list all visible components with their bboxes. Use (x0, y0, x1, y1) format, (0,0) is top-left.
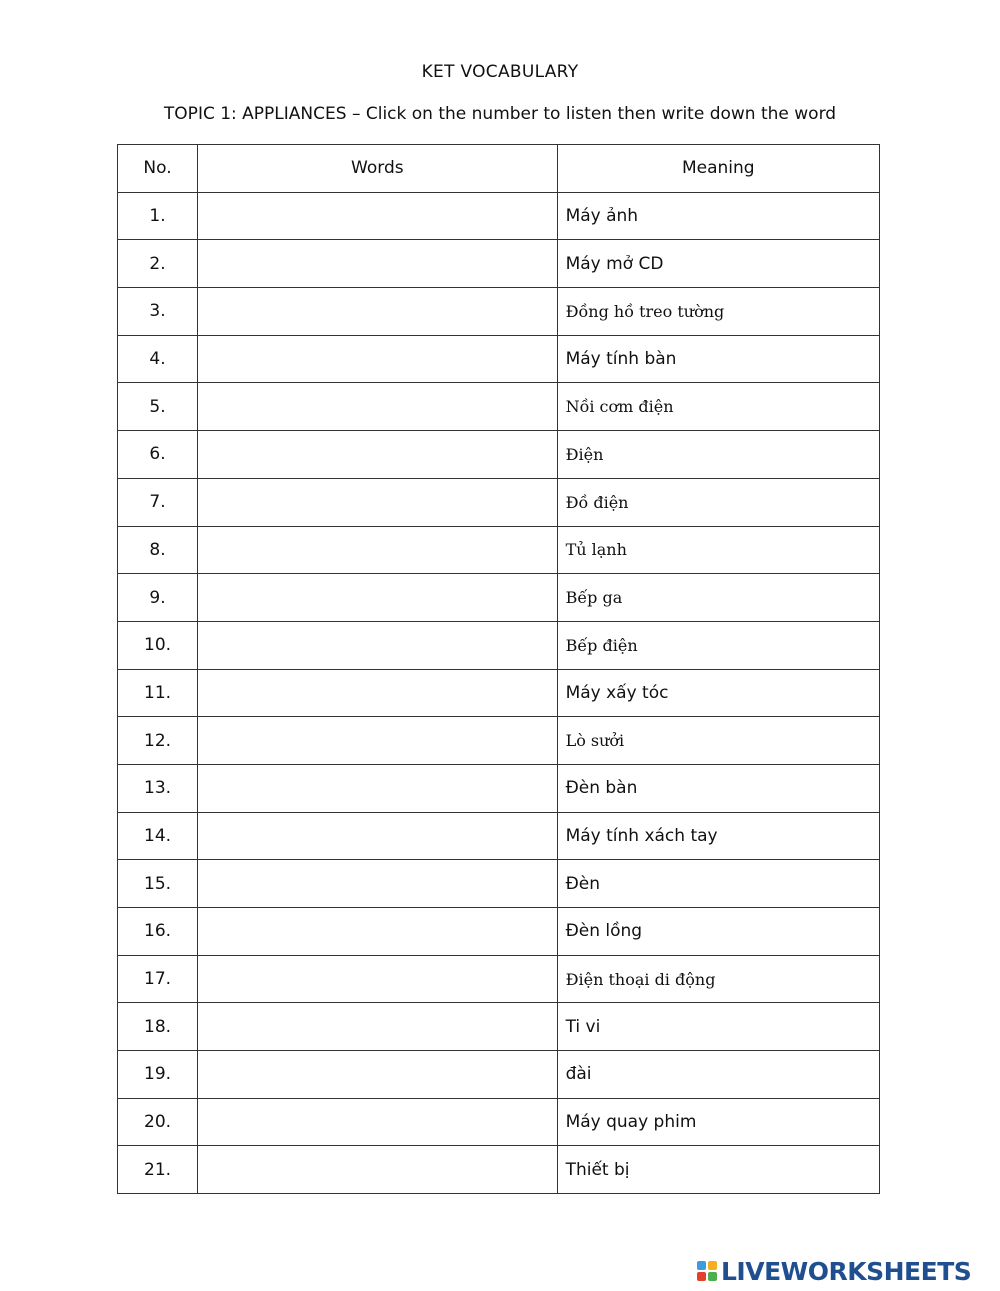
word-cell (198, 1098, 557, 1146)
row-number-audio-button[interactable]: 14. (118, 812, 198, 860)
meaning-cell: Điện thoại di động (557, 955, 879, 1003)
word-cell (198, 574, 557, 622)
table-row (118, 669, 880, 717)
meaning-cell: Máy ảnh (557, 192, 879, 240)
logo-square (708, 1272, 717, 1281)
word-cell (198, 860, 557, 908)
row-number-audio-button[interactable]: 16. (118, 908, 198, 956)
word-cell (198, 1003, 557, 1051)
row-number-audio-button[interactable]: 11. (118, 669, 198, 717)
logo-square (708, 1261, 717, 1270)
table-row (118, 431, 880, 479)
word-cell (198, 478, 557, 526)
page-subtitle: TOPIC 1: APPLIANCES – Click on the number to listen then write down the word (163, 104, 837, 124)
word-cell (198, 908, 557, 956)
row-number-audio-button[interactable]: 8. (118, 526, 198, 574)
row-number-audio-button[interactable]: 2. (118, 240, 198, 288)
table-row (118, 574, 880, 622)
meaning-cell: Máy mở CD (557, 240, 879, 288)
word-cell (198, 192, 557, 240)
word-answer-input[interactable] (204, 578, 550, 617)
word-answer-input[interactable] (204, 197, 550, 236)
word-cell (198, 526, 557, 574)
row-number-audio-button[interactable]: 13. (118, 764, 198, 812)
meaning-cell: Máy tính bàn (557, 335, 879, 383)
table-row (118, 812, 880, 860)
word-cell (198, 288, 557, 336)
word-cell (198, 764, 557, 812)
row-number-audio-button[interactable]: 15. (118, 860, 198, 908)
meaning-cell: Máy quay phim (557, 1098, 879, 1146)
meaning-cell: Bếp ga (557, 574, 879, 622)
word-answer-input[interactable] (204, 864, 550, 903)
row-number-audio-button[interactable]: 20. (118, 1098, 198, 1146)
table-row (118, 621, 880, 669)
header-meaning: Meaning (557, 145, 879, 193)
row-number-audio-button[interactable]: 6. (118, 431, 198, 479)
word-cell (198, 383, 557, 431)
header-words: Words (198, 145, 557, 193)
word-answer-input[interactable] (204, 721, 550, 760)
liveworksheets-logo-icon (697, 1261, 717, 1281)
row-number-audio-button[interactable]: 18. (118, 1003, 198, 1051)
word-answer-input[interactable] (204, 1150, 550, 1189)
word-cell (198, 717, 557, 765)
row-number-audio-button[interactable]: 12. (118, 717, 198, 765)
table-row (118, 335, 880, 383)
table-row (118, 1146, 880, 1194)
table-row (118, 526, 880, 574)
table-row (118, 764, 880, 812)
word-cell (198, 431, 557, 479)
meaning-cell: Máy tính xách tay (557, 812, 879, 860)
word-answer-input[interactable] (204, 960, 550, 999)
word-cell (198, 1146, 557, 1194)
meaning-cell: Đèn lồng (557, 908, 879, 956)
word-answer-input[interactable] (204, 292, 550, 331)
table-row (118, 240, 880, 288)
word-answer-input[interactable] (204, 340, 550, 379)
table-row (118, 1098, 880, 1146)
row-number-audio-button[interactable]: 5. (118, 383, 198, 431)
liveworksheets-logo (697, 1257, 971, 1285)
meaning-cell: Thiết bị (557, 1146, 879, 1194)
word-answer-input[interactable] (204, 435, 550, 474)
meaning-cell: Đồ điện (557, 478, 879, 526)
word-answer-input[interactable] (204, 769, 550, 808)
word-answer-input[interactable] (204, 626, 550, 665)
row-number-audio-button[interactable]: 10. (118, 621, 198, 669)
meaning-cell: Bếp điện (557, 621, 879, 669)
meaning-cell: Tủ lạnh (557, 526, 879, 574)
word-cell (198, 621, 557, 669)
word-answer-input[interactable] (204, 674, 550, 713)
meaning-cell: Đèn (557, 860, 879, 908)
word-answer-input[interactable] (204, 817, 550, 856)
row-number-audio-button[interactable]: 21. (118, 1146, 198, 1194)
row-number-audio-button[interactable]: 7. (118, 478, 198, 526)
vocabulary-table (117, 144, 880, 1194)
word-cell (198, 669, 557, 717)
meaning-cell: Ti vi (557, 1003, 879, 1051)
row-number-audio-button[interactable]: 19. (118, 1051, 198, 1099)
meaning-cell: Nồi cơm điện (557, 383, 879, 431)
table-row (118, 1003, 880, 1051)
table-row (118, 1051, 880, 1099)
table-row (118, 383, 880, 431)
word-answer-input[interactable] (204, 244, 550, 283)
word-answer-input[interactable] (204, 1103, 550, 1142)
meaning-cell: đài (557, 1051, 879, 1099)
meaning-cell: Điện (557, 431, 879, 479)
row-number-audio-button[interactable]: 1. (118, 192, 198, 240)
row-number-audio-button[interactable]: 17. (118, 955, 198, 1003)
table-row (118, 908, 880, 956)
table-row (118, 288, 880, 336)
word-answer-input[interactable] (204, 1007, 550, 1046)
row-number-audio-button[interactable]: 4. (118, 335, 198, 383)
word-answer-input[interactable] (204, 912, 550, 951)
word-answer-input[interactable] (204, 531, 550, 570)
word-cell (198, 240, 557, 288)
word-cell (198, 1051, 557, 1099)
meaning-cell: Lò sưởi (557, 717, 879, 765)
word-cell (198, 335, 557, 383)
table-row (118, 860, 880, 908)
logo-square (697, 1272, 706, 1281)
meaning-cell: Đèn bàn (557, 764, 879, 812)
logo-text: LIVEWORKSHEETS (721, 1256, 972, 1286)
word-cell (198, 812, 557, 860)
table-row (118, 192, 880, 240)
word-cell (198, 955, 557, 1003)
word-answer-input[interactable] (204, 387, 550, 426)
header-no: No. (118, 145, 198, 193)
table-row (118, 717, 880, 765)
table-header-row (118, 145, 880, 193)
meaning-cell: Đồng hồ treo tường (557, 288, 879, 336)
page-title: KET VOCABULARY (421, 62, 579, 82)
logo-square (697, 1261, 706, 1270)
table-row (118, 955, 880, 1003)
row-number-audio-button[interactable]: 9. (118, 574, 198, 622)
word-answer-input[interactable] (204, 483, 550, 522)
word-answer-input[interactable] (204, 1055, 550, 1094)
table-row (118, 478, 880, 526)
row-number-audio-button[interactable]: 3. (118, 288, 198, 336)
meaning-cell: Máy xấy tóc (557, 669, 879, 717)
